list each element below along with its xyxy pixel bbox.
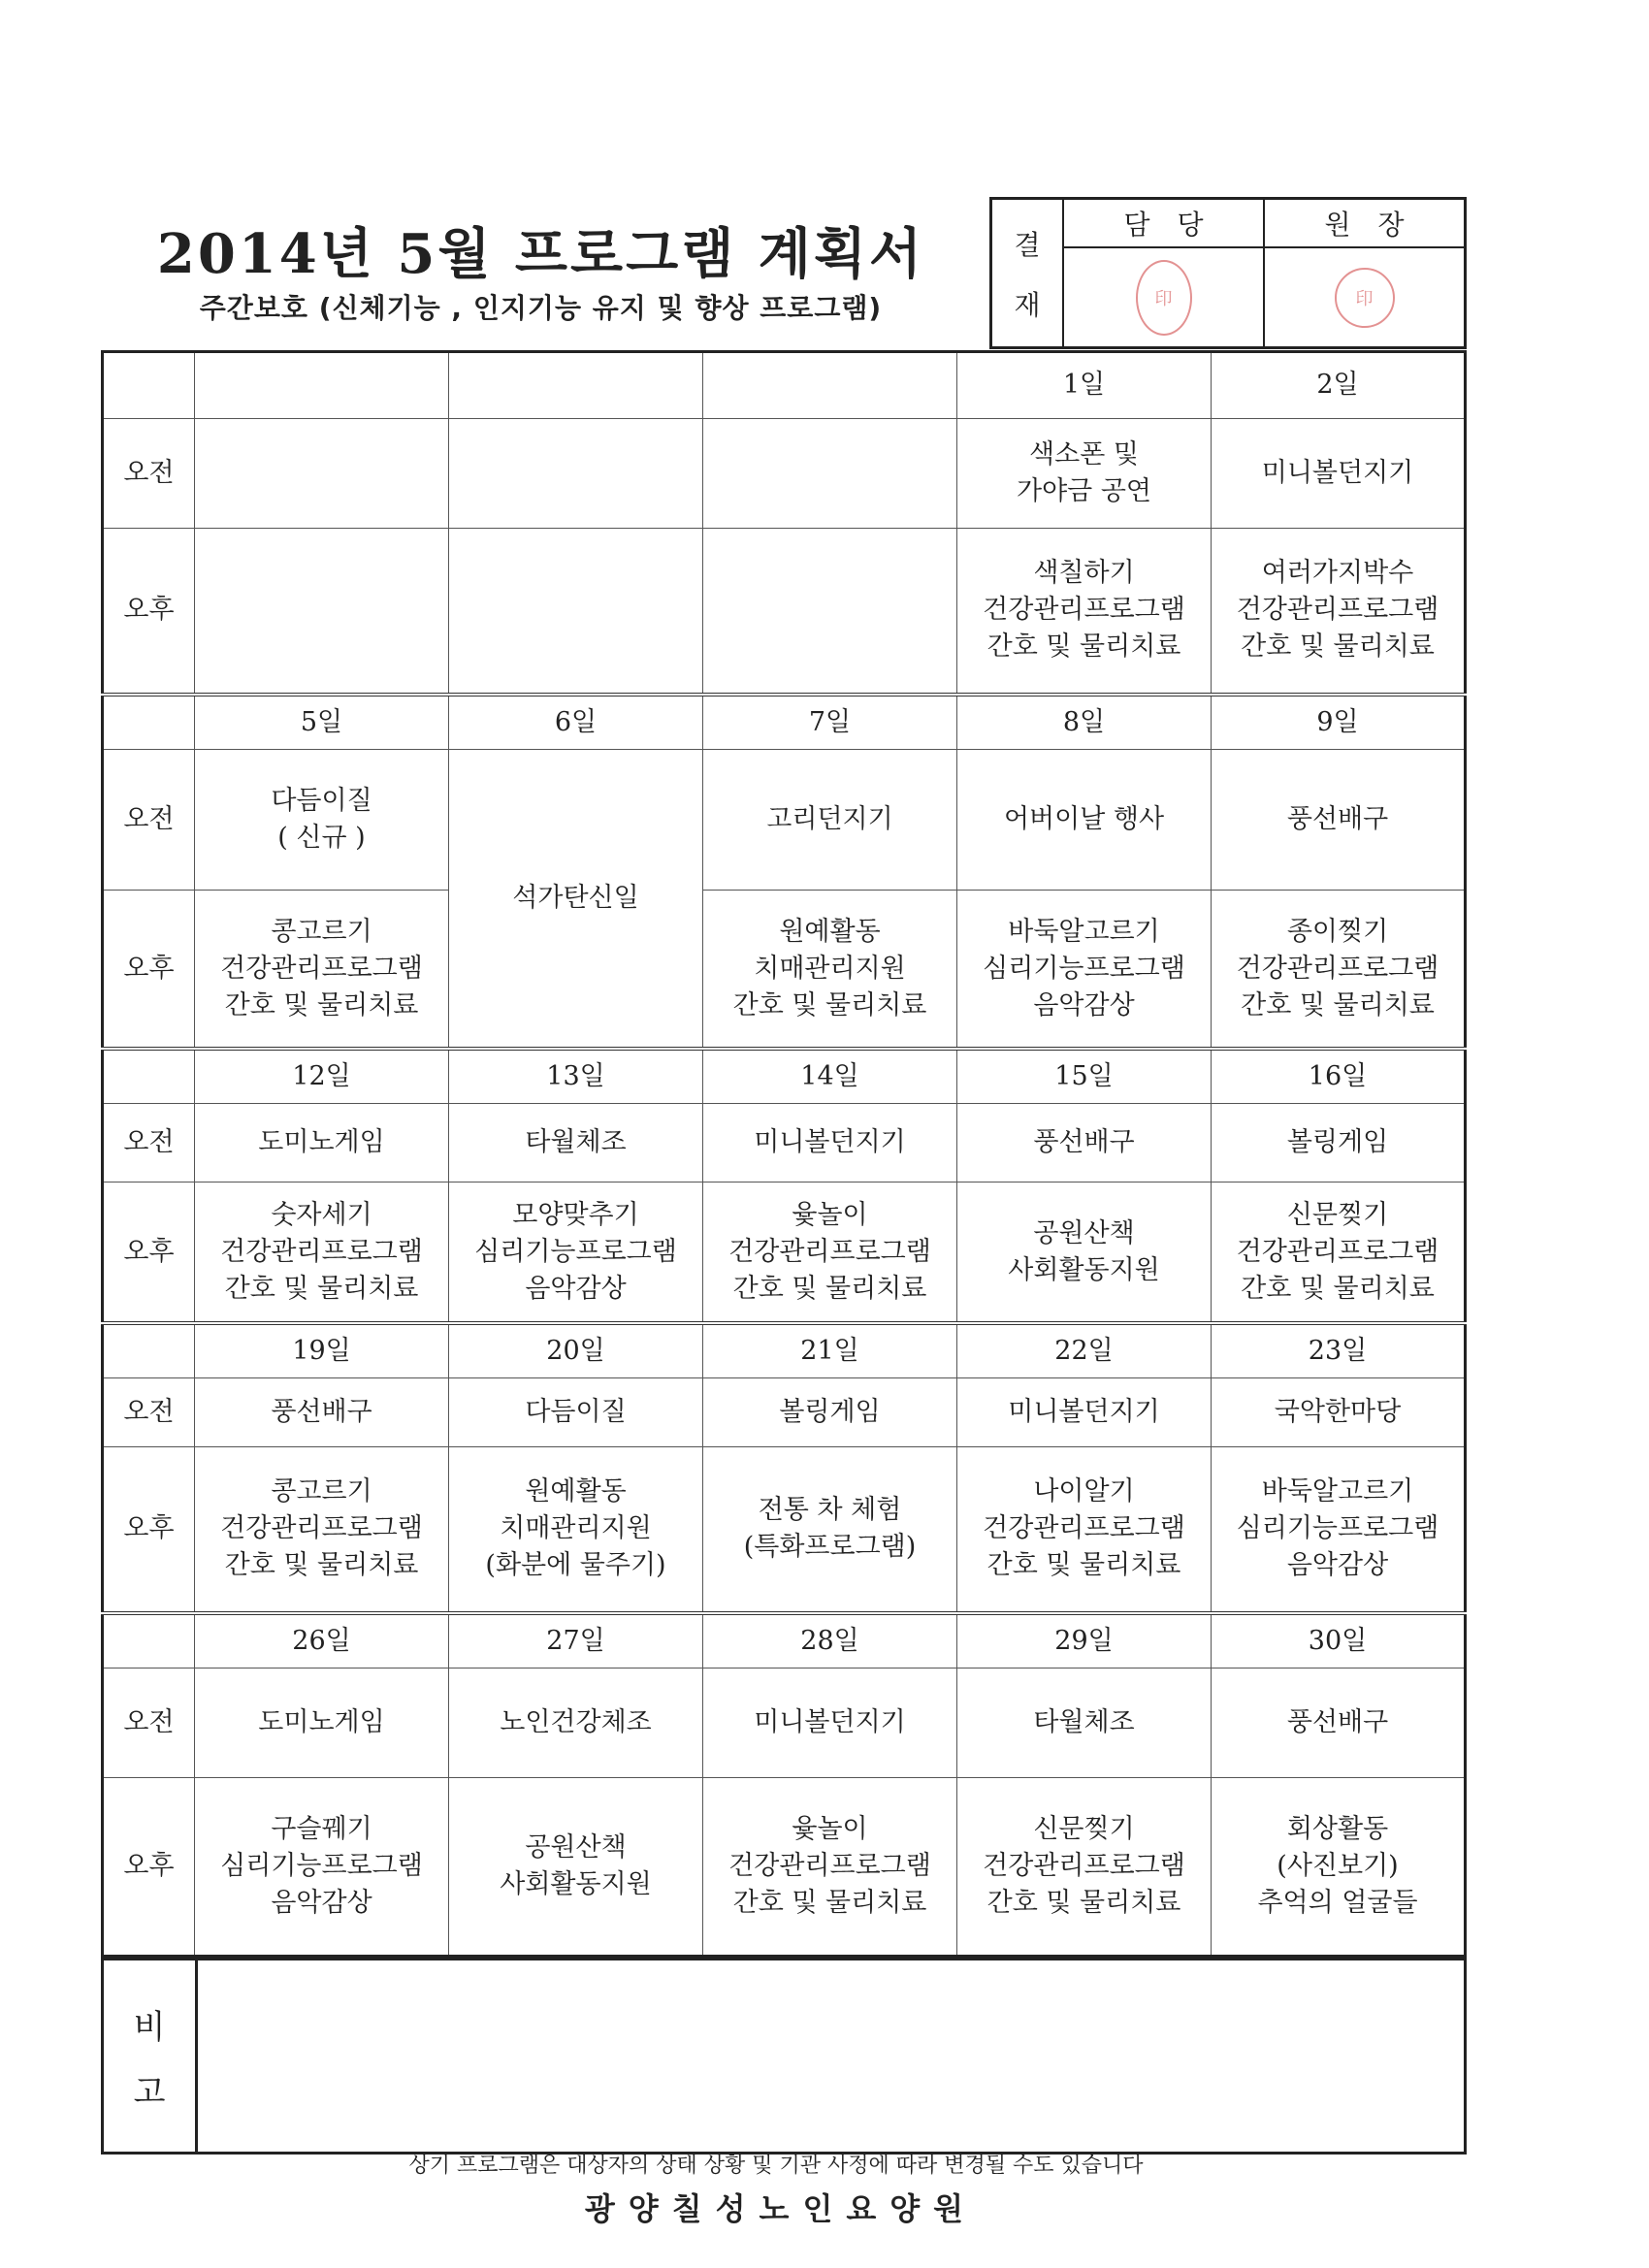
date-cell: 16일 <box>1212 1049 1466 1103</box>
program-cell <box>449 528 703 695</box>
program-cell <box>957 1668 1212 1777</box>
date-cell: 19일 <box>195 1323 449 1377</box>
program-text: 원예활동 <box>779 916 881 947</box>
date-cell: 5일 <box>195 695 449 749</box>
date-cell: 1일 <box>957 352 1212 419</box>
program-text: 풍선배구 <box>1286 803 1389 834</box>
afternoon-label: 오후 <box>103 1183 195 1323</box>
morning-row <box>103 418 1466 528</box>
program-text: 타월체조 <box>1033 1706 1135 1737</box>
date-cell: 29일 <box>957 1613 1212 1668</box>
program-text: 볼링게임 <box>1286 1127 1389 1158</box>
program-text: 간호 및 물리치료 <box>732 989 927 1021</box>
morning-row <box>103 749 1466 890</box>
approval-label <box>992 200 1064 346</box>
approval-sign-staff <box>1064 248 1263 346</box>
program-text: 회상활동 <box>1286 1813 1389 1844</box>
program-text: 간호 및 물리치료 <box>224 1550 419 1581</box>
program-cell <box>449 1668 703 1777</box>
afternoon-row <box>103 890 1466 1049</box>
program-text: 건강관리프로그램 <box>1236 953 1439 984</box>
program-text: 색칠하기 <box>1033 558 1135 589</box>
date-cell: 27일 <box>449 1613 703 1668</box>
program-text: (특화프로그램) <box>743 1532 917 1563</box>
seal-stamp-icon: 印 <box>1136 260 1192 336</box>
program-text: 음악감상 <box>1286 1550 1389 1581</box>
program-text: 건강관리프로그램 <box>983 1513 1185 1544</box>
date-row <box>103 352 1466 419</box>
program-text: 간호 및 물리치료 <box>1241 1273 1435 1304</box>
program-text: 여러가지박수 <box>1261 558 1414 589</box>
program-text: 원예활동 <box>525 1476 627 1507</box>
date-cell: 6일 <box>449 695 703 749</box>
program-text: 간호 및 물리치료 <box>986 632 1181 663</box>
remarks-label <box>104 1960 198 2152</box>
program-text: 건강관리프로그램 <box>220 1236 423 1267</box>
program-text: 도미노게임 <box>258 1127 385 1158</box>
program-text: 건강관리프로그램 <box>1236 595 1439 626</box>
program-cell <box>703 528 957 695</box>
program-cell <box>703 418 957 528</box>
program-cell <box>195 1446 449 1613</box>
program-text: 석가탄신일 <box>512 883 639 914</box>
program-cell <box>1212 1377 1466 1446</box>
program-text: 모양맞추기 <box>512 1199 639 1230</box>
program-text: (화분에 물주기) <box>485 1550 666 1581</box>
program-calendar <box>101 350 1467 1958</box>
program-text: 가야금 공연 <box>1017 475 1151 506</box>
date-cell: 26일 <box>195 1613 449 1668</box>
program-cell <box>1212 528 1466 695</box>
program-cell <box>703 749 957 890</box>
date-row <box>103 1613 1466 1668</box>
morning-label: 오전 <box>103 1377 195 1446</box>
afternoon-label: 오후 <box>103 1777 195 1956</box>
program-cell <box>957 528 1212 695</box>
program-cell <box>703 1183 957 1323</box>
program-text: 건강관리프로그램 <box>1236 1236 1439 1267</box>
program-cell <box>449 1377 703 1446</box>
program-text: 국악한마당 <box>1274 1396 1402 1427</box>
program-text: 간호 및 물리치료 <box>1241 632 1435 663</box>
program-text: 색소폰 및 <box>1029 438 1139 470</box>
date-cell: 13일 <box>449 1049 703 1103</box>
program-text: 콩고르기 <box>271 1476 372 1507</box>
program-text: 볼링게임 <box>779 1396 881 1427</box>
program-cell <box>449 749 703 1049</box>
program-text: 건강관리프로그램 <box>983 595 1185 626</box>
program-text: 노인건강체조 <box>500 1706 652 1737</box>
afternoon-label: 오후 <box>103 1446 195 1613</box>
morning-row <box>103 1668 1466 1777</box>
date-cell: 14일 <box>703 1049 957 1103</box>
program-text: 숫자세기 <box>271 1199 372 1230</box>
program-text: 나이알기 <box>1033 1476 1135 1507</box>
program-cell <box>1212 1104 1466 1183</box>
title-block <box>97 223 985 326</box>
program-text: 건강관리프로그램 <box>220 953 423 984</box>
date-cell: 8일 <box>957 695 1212 749</box>
program-cell <box>957 418 1212 528</box>
program-text: 미니볼던지기 <box>1008 1396 1160 1427</box>
program-text: 전통 차 체험 <box>758 1495 902 1526</box>
program-cell <box>1212 890 1466 1049</box>
morning-label: 오전 <box>103 418 195 528</box>
date-cell: 23일 <box>1212 1323 1466 1377</box>
program-text: 공원산책 <box>1033 1217 1135 1248</box>
program-text: 간호 및 물리치료 <box>1241 989 1435 1021</box>
date-cell: 21일 <box>703 1323 957 1377</box>
program-text: 심리기능프로그램 <box>474 1236 677 1267</box>
seal-stamp-icon: 印 <box>1335 268 1395 328</box>
corner-cell <box>103 1049 195 1103</box>
date-cell: 2일 <box>1212 352 1466 419</box>
program-text: 간호 및 물리치료 <box>986 1887 1181 1918</box>
program-text: 다듬이질 <box>271 785 372 816</box>
program-cell <box>195 749 449 890</box>
program-cell <box>195 528 449 695</box>
program-cell <box>1212 1446 1466 1613</box>
afternoon-row <box>103 528 1466 695</box>
date-row <box>103 1049 1466 1103</box>
program-text: 풍선배구 <box>271 1396 372 1427</box>
program-text: 심리기능프로그램 <box>220 1850 423 1881</box>
approval-head-staff: 담당 <box>1064 200 1263 248</box>
program-cell <box>957 749 1212 890</box>
program-text: 풍선배구 <box>1286 1706 1389 1737</box>
program-cell <box>195 890 449 1049</box>
afternoon-row <box>103 1777 1466 1956</box>
program-text: 타월체조 <box>525 1127 627 1158</box>
program-cell <box>1212 1777 1466 1956</box>
date-cell <box>195 352 449 419</box>
date-cell <box>449 352 703 419</box>
remarks-body <box>198 1960 1464 2152</box>
program-text: 신문찢기 <box>1286 1199 1389 1230</box>
program-cell <box>195 1104 449 1183</box>
program-cell <box>195 1377 449 1446</box>
approval-col-director <box>1263 200 1464 346</box>
footer-notice: 상기 프로그램은 대상자의 상태 상황 및 기관 사정에 따라 변경될 수도 있습니다 <box>408 2154 1144 2178</box>
program-text: 미니볼던지기 <box>754 1127 906 1158</box>
date-cell: 15일 <box>957 1049 1212 1103</box>
page-title: 2014년 5월 프로그램 계획서 <box>156 222 925 286</box>
program-text: 고리던지기 <box>766 803 893 834</box>
afternoon-row <box>103 1446 1466 1613</box>
program-text: 풍선배구 <box>1033 1127 1135 1158</box>
program-cell <box>957 890 1212 1049</box>
program-cell <box>957 1377 1212 1446</box>
program-text: 음악감상 <box>271 1887 372 1918</box>
date-cell: 28일 <box>703 1613 957 1668</box>
program-cell <box>1212 1183 1466 1323</box>
program-cell <box>957 1446 1212 1613</box>
program-text: 윷놀이 <box>792 1813 868 1844</box>
program-text: 미니볼던지기 <box>1261 457 1414 488</box>
corner-cell <box>103 1613 195 1668</box>
program-cell <box>449 1183 703 1323</box>
program-text: 어버이날 행사 <box>1003 803 1165 834</box>
program-text: 심리기능프로그램 <box>1236 1513 1439 1544</box>
program-text: 추억의 얼굴들 <box>1257 1887 1418 1918</box>
program-cell <box>195 1183 449 1323</box>
program-text: 사회활동지원 <box>1008 1254 1160 1285</box>
remarks-box <box>101 1958 1467 2155</box>
program-text: 간호 및 물리치료 <box>224 1273 419 1304</box>
date-cell <box>703 352 957 419</box>
afternoon-row <box>103 1183 1466 1323</box>
program-text: 간호 및 물리치료 <box>732 1887 927 1918</box>
date-row <box>103 695 1466 749</box>
approval-label-bottom: 재 <box>1014 288 1041 321</box>
program-cell <box>1212 749 1466 890</box>
program-text: 치매관리지원 <box>500 1513 652 1544</box>
date-cell: 30일 <box>1212 1613 1466 1668</box>
date-cell: 12일 <box>195 1049 449 1103</box>
program-text: 건강관리프로그램 <box>728 1850 931 1881</box>
morning-row <box>103 1377 1466 1446</box>
program-text: 윷놀이 <box>792 1199 868 1230</box>
program-text: 음악감상 <box>1033 989 1135 1021</box>
program-text: 공원산책 <box>525 1831 627 1863</box>
program-text: 치매관리지원 <box>754 953 906 984</box>
date-cell: 22일 <box>957 1323 1212 1377</box>
corner-cell <box>103 695 195 749</box>
program-cell <box>703 1104 957 1183</box>
program-cell <box>703 1668 957 1777</box>
approval-sign-director <box>1265 248 1464 346</box>
program-cell <box>1212 418 1466 528</box>
program-text: 콩고르기 <box>271 916 372 947</box>
program-text: 바둑알고르기 <box>1261 1476 1414 1507</box>
program-cell <box>703 1777 957 1956</box>
organization-name: 광양칠성노인요양원 <box>584 2190 978 2227</box>
afternoon-label: 오후 <box>103 890 195 1049</box>
remarks-label-bottom: 고 <box>133 2072 166 2112</box>
program-cell <box>195 418 449 528</box>
corner-cell <box>103 352 195 419</box>
morning-label: 오전 <box>103 1668 195 1777</box>
program-cell <box>1212 1668 1466 1777</box>
program-cell <box>703 1377 957 1446</box>
program-text: 사회활동지원 <box>500 1868 652 1899</box>
program-text: 간호 및 물리치료 <box>224 989 419 1021</box>
page-subtitle: 주간보호 (신체기능 , 인지기능 유지 및 향상 프로그램) <box>199 292 883 324</box>
remarks-label-top: 비 <box>133 2007 166 2047</box>
program-cell <box>703 890 957 1049</box>
program-text: ( 신규 ) <box>277 822 366 853</box>
approval-head-director: 원장 <box>1265 200 1464 248</box>
program-text: 다듬이질 <box>525 1396 627 1427</box>
program-cell <box>449 1446 703 1613</box>
date-row <box>103 1323 1466 1377</box>
program-text: 음악감상 <box>525 1273 627 1304</box>
program-text: 구슬꿰기 <box>271 1813 372 1844</box>
approval-col-staff <box>1064 200 1263 346</box>
program-cell <box>449 418 703 528</box>
program-cell <box>957 1777 1212 1956</box>
program-cell <box>195 1777 449 1956</box>
program-text: 간호 및 물리치료 <box>986 1550 1181 1581</box>
program-text: 종이찢기 <box>1286 916 1389 947</box>
program-cell <box>957 1183 1212 1323</box>
program-text: (사진보기) <box>1277 1850 1399 1881</box>
afternoon-label: 오후 <box>103 528 195 695</box>
program-text: 심리기능프로그램 <box>983 953 1185 984</box>
morning-label: 오전 <box>103 749 195 890</box>
program-text: 도미노게임 <box>258 1706 385 1737</box>
program-cell <box>703 1446 957 1613</box>
approval-box <box>989 197 1467 349</box>
program-cell <box>957 1104 1212 1183</box>
program-text: 간호 및 물리치료 <box>732 1273 927 1304</box>
date-cell: 20일 <box>449 1323 703 1377</box>
program-text: 건강관리프로그램 <box>728 1236 931 1267</box>
morning-row <box>103 1104 1466 1183</box>
corner-cell <box>103 1323 195 1377</box>
program-cell <box>449 1104 703 1183</box>
date-cell: 7일 <box>703 695 957 749</box>
program-text: 건강관리프로그램 <box>220 1513 423 1544</box>
date-cell: 9일 <box>1212 695 1466 749</box>
program-cell <box>449 1777 703 1956</box>
program-cell <box>195 1668 449 1777</box>
morning-label: 오전 <box>103 1104 195 1183</box>
program-text: 신문찢기 <box>1033 1813 1135 1844</box>
program-text: 미니볼던지기 <box>754 1706 906 1737</box>
program-text: 건강관리프로그램 <box>983 1850 1185 1881</box>
approval-label-top: 결 <box>1014 228 1041 261</box>
program-text: 바둑알고르기 <box>1008 916 1160 947</box>
